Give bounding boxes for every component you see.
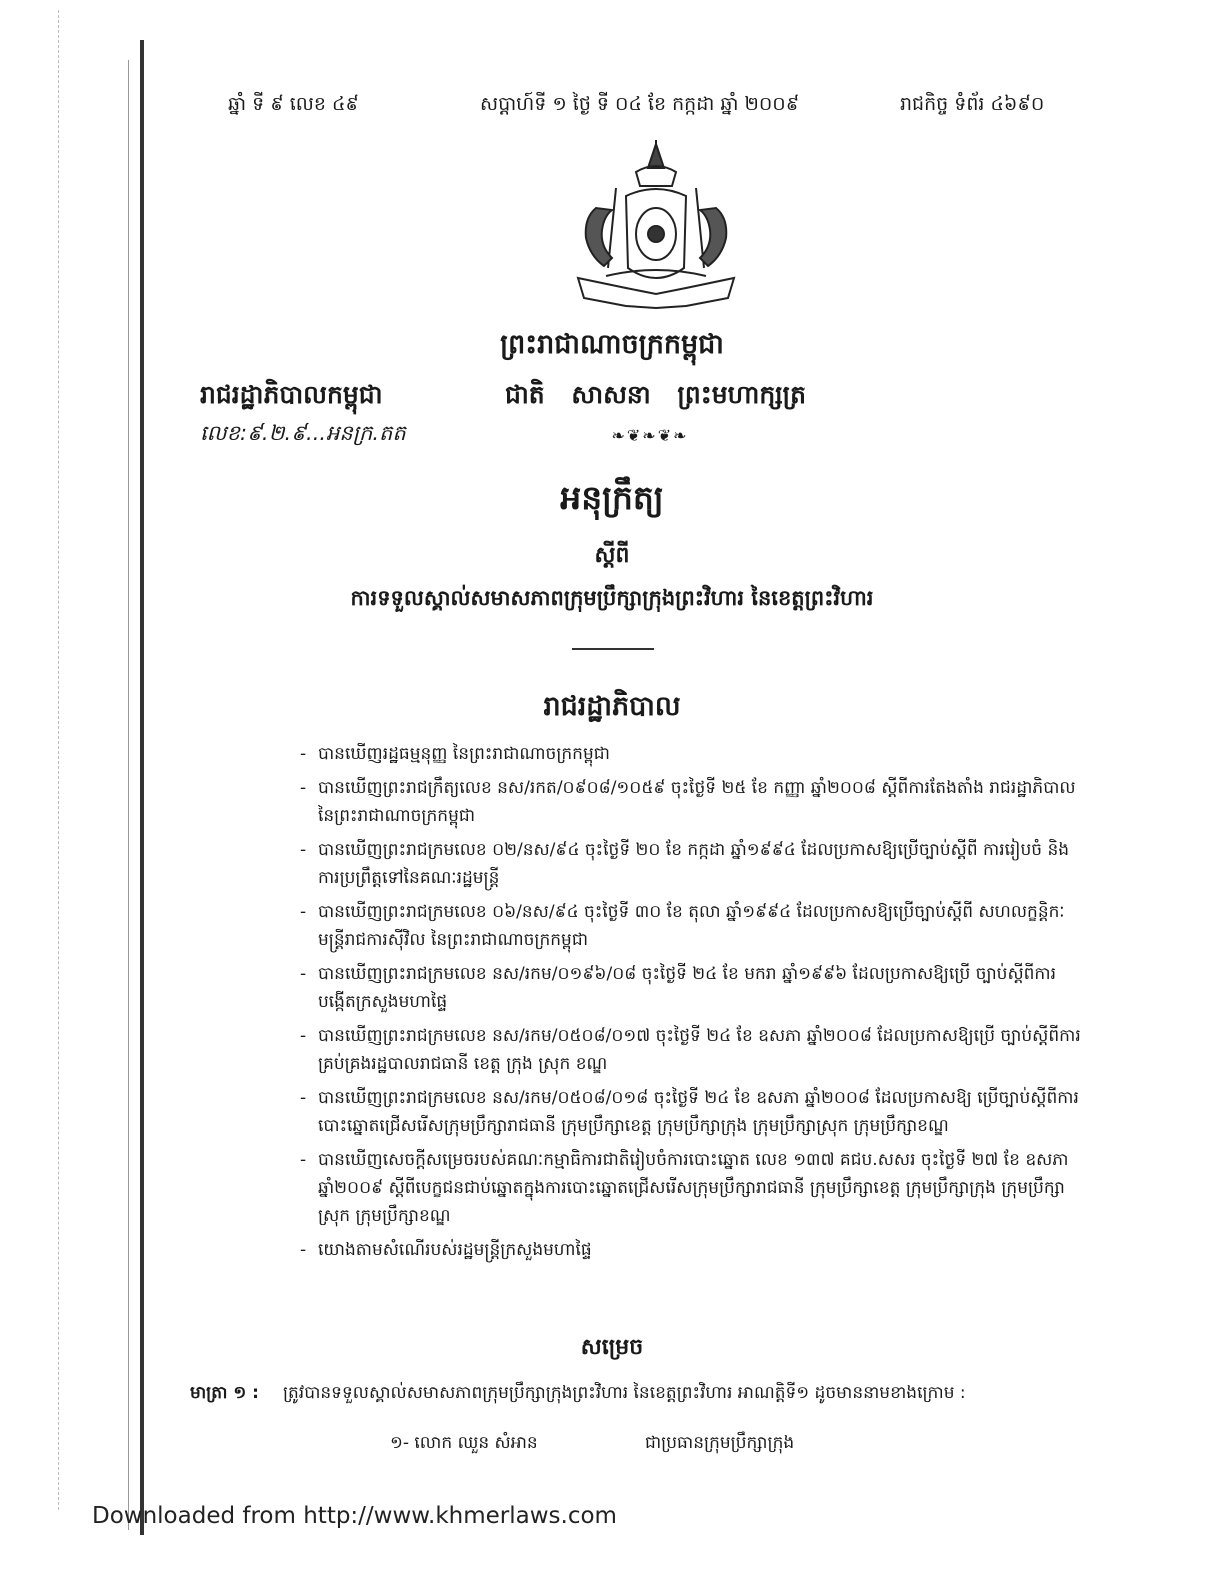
article-text: ត្រូវបានទទួលស្គាល់សមាសភាពក្រុមប្រឹក្សាក្រុងព្រះវិហារ នៃខេត្តព្រះវិហារ អាណត្តិទី១ ដូចមាននាមខាងក្រោម : <box>282 1383 966 1403</box>
header-gazette-page: រាជកិច្ច ទំព័រ ៤៦៩០ <box>900 93 1045 115</box>
member-name: ១- លោក ឈួន សំអាន <box>390 1433 538 1453</box>
reference-number: លេខ:៩.២.៩...អនក្រ.តត <box>200 421 406 445</box>
scan-margin-marks <box>58 10 61 1510</box>
list-item: - បានឃើញព្រះរាជក្រមលេខ ០២/នស/៩៤ ចុះថ្ងៃទី ២០ ខែ កក្កដា ឆ្នាំ១៩៩៤ ដែលប្រកាសឱ្យប្រើច្បាប់ស្តីពី ការរៀបចំ និងការប្រព្រឹត្តទៅនៃគណៈរដ្ឋមន្ត្រី <box>300 836 1090 892</box>
dash-bullet: - <box>300 840 307 860</box>
list-item: - បានឃើញរដ្ឋធម្មនុញ្ញ នៃព្រះរាជាណាចក្រកម្ពុជា <box>300 740 1090 768</box>
header-year-issue: ឆ្នាំ ទី ៩ លេខ ៤៩ <box>228 93 359 115</box>
dash-bullet: - <box>300 964 307 984</box>
about-label: ស្តីពី <box>594 543 630 568</box>
header-date: សប្តាហ៍ទី ១ ថ្ងៃ ទី ០៤ ខែ កក្កដា ឆ្នាំ ២០០៩ <box>480 93 800 115</box>
issuer-name: រាជរដ្ឋាភិបាលកម្ពុជា <box>200 380 383 409</box>
list-item: - បានឃើញសេចក្តីសម្រេចរបស់គណៈកម្មាធិការជាតិរៀបចំការបោះឆ្នោត លេខ ១៣៧ គជប.សសរ ចុះថ្ងៃទី ២៧ ខែ ឧសភា ឆ្នាំ២០០៩ ស្តីពីបេក្ខជនជាប់ឆ្នោតក្នុងការបោះឆ្នោតជ្រើសរើសក្រុមប្រឹក្សារាជធានី ក្រុមប្រឹក្សាខេត្ត ក្រុមប្រឹក្សាក្រុង ក្រុមប្រឹក្សាស្រុក ក្រុមប្រឹក្សាខណ្ឌ <box>300 1146 1090 1230</box>
member-row <box>390 1432 795 1457</box>
dash-bullet: - <box>300 1150 307 1170</box>
list-item: - បានឃើញព្រះរាជក្រមលេខ នស/រកម/០១៩៦/០៨ ចុះថ្ងៃទី ២៤ ខែ មករា ឆ្នាំ១៩៩៦ ដែលប្រកាសឱ្យប្រើ ច្បាប់ស្តីពីការបង្កើតក្រសួងមហាផ្ទៃ <box>300 960 1090 1016</box>
national-motto: ជាតិ សាសនា ព្រះមហាក្សត្រ <box>505 380 806 409</box>
list-item: - បានឃើញព្រះរាជក្រឹត្យលេខ នស/រកត/០៩០៨/១០៥៩ ចុះថ្ងៃទី ២៥ ខែ កញ្ញា ឆ្នាំ២០០៨ ស្តីពីការតែងតាំង រាជរដ្ឋាភិបាល នៃព្រះរាជាណាចក្រកម្ពុជា <box>300 774 1090 830</box>
government-heading: រាជរដ្ឋាភិបាល <box>543 691 681 722</box>
title-divider <box>572 648 654 650</box>
decides-heading: សម្រេច <box>580 1335 644 1360</box>
member-role: ជាប្រធានក្រុមប្រឹក្សាក្រុង <box>645 1433 795 1453</box>
royal-coat-of-arms-icon <box>556 138 756 310</box>
page-edge-shadow <box>128 60 129 1530</box>
article-label: មាត្រា ១ : <box>190 1383 259 1403</box>
document-type: អនុក្រឹត្យ <box>560 478 664 517</box>
list-item: - យោងតាមសំណើរបស់រដ្ឋមន្ត្រីក្រសួងមហាផ្ទៃ <box>300 1236 1090 1264</box>
page-edge <box>140 40 144 1535</box>
considerations-list <box>300 740 1090 1270</box>
dash-bullet: - <box>300 1088 307 1108</box>
dash-bullet: - <box>300 1240 307 1260</box>
dash-bullet: - <box>300 1026 307 1046</box>
dash-bullet: - <box>300 902 307 922</box>
dash-bullet: - <box>300 744 307 764</box>
document-subject: ការទទួលស្គាល់សមាសភាពក្រុមប្រឹក្សាក្រុងព្រះវិហារ នៃខេត្តព្រះវិហារ <box>350 586 874 610</box>
article-1 <box>190 1382 1090 1407</box>
list-item: - បានឃើញព្រះរាជក្រមលេខ ០៦/នស/៩៤ ចុះថ្ងៃទី ៣០ ខែ តុលា ឆ្នាំ១៩៩៤ ដែលប្រកាសឱ្យប្រើច្បាប់ស្តីពី សហលក្ខន្តិកៈមន្ត្រីរាជការស៊ីវិល នៃព្រះរាជាណាចក្រកម្ពុជា <box>300 898 1090 954</box>
kingdom-heading: ព្រះរាជាណាចក្រកម្ពុជា <box>500 329 724 360</box>
dash-bullet: - <box>300 778 307 798</box>
download-footer: Downloaded from http://www.khmerlaws.com <box>92 1503 617 1529</box>
list-item: - បានឃើញព្រះរាជក្រមលេខ នស/រកម/០៥០៨/០១៧ ចុះថ្ងៃទី ២៤ ខែ ឧសភា ឆ្នាំ២០០៨ ដែលប្រកាសឱ្យប្រើ ច្បាប់ស្តីពីការគ្រប់គ្រងរដ្ឋបាលរាជធានី ខេត្ត ក្រុង ស្រុក ខណ្ឌ <box>300 1022 1090 1078</box>
ornament-divider: ❧❦❧❦❧ <box>611 426 689 445</box>
list-item: - បានឃើញព្រះរាជក្រមលេខ នស/រកម/០៥០៨/០១៨ ចុះថ្ងៃទី ២៤ ខែ ឧសភា ឆ្នាំ២០០៨ ដែលប្រកាសឱ្យ ប្រើច្បាប់ស្តីពីការបោះឆ្នោតជ្រើសរើសក្រុមប្រឹក្សារាជធានី ក្រុមប្រឹក្សាខេត្ត ក្រុមប្រឹក្សាក្រុង ក្រុមប្រឹក្សាស្រុក ក្រុមប្រឹក្សាខណ្ឌ <box>300 1084 1090 1140</box>
